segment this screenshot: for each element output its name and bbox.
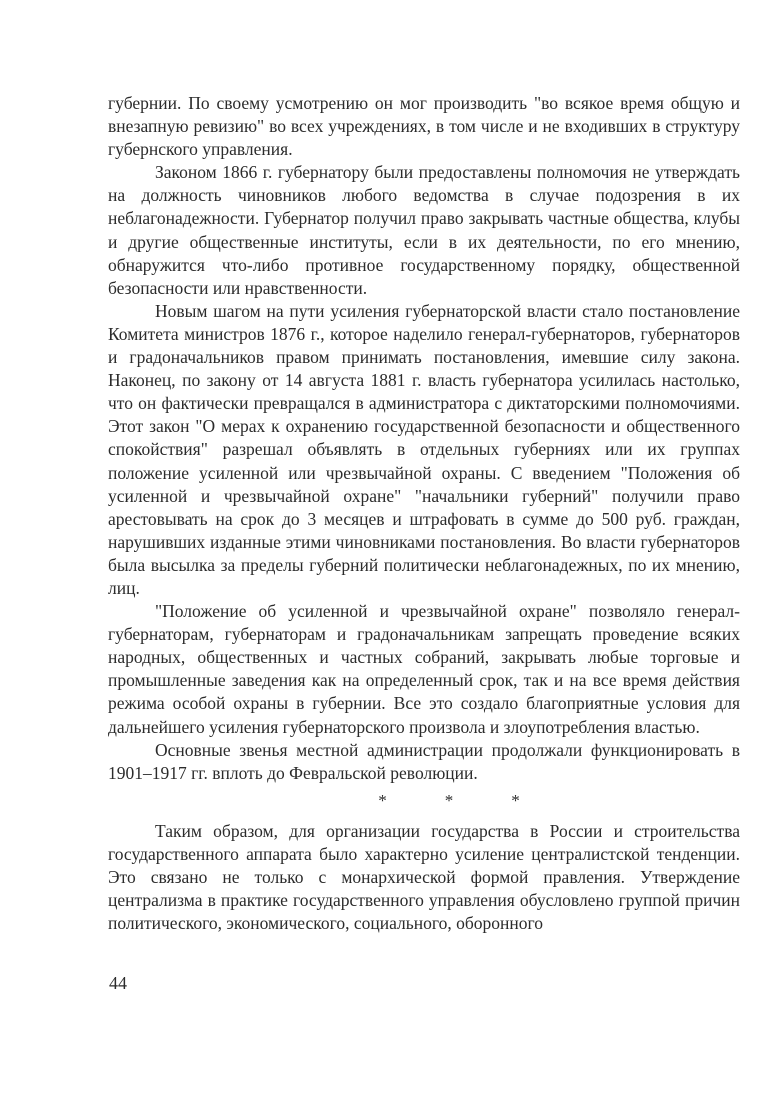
paragraph-continuation: губернии. По своему усмотрению он мог производить "во всякое время общую и внезапную ревизию" во всех учреждениях, в том числе и не входивших в структуру губернского управления. [108, 93, 740, 160]
separator-star: * [444, 790, 454, 810]
section-separator [108, 789, 740, 812]
separator-star: * [378, 790, 387, 810]
paragraph-local-administration: Основные звенья местной администрации продолжали функционировать в 1901–1917 гг. вплоть до Февральской революции. [108, 739, 740, 783]
paragraph-law-1866: Законом 1866 г. губернатору были предоставлены полномочия не утверждать на должность чиновников любого ведомства в случае подозрения в их неблагонадежности. Губернатор получил право закрывать частные общества, клубы и другие общественные институты, если в их деятельности, по его мнению, обнаружится что-либо противное государственному порядку, общественной безопасности или нравственности. [108, 162, 740, 298]
page-number: 44 [109, 973, 127, 993]
paragraph-conclusion: Таким образом, для организации государства в России и строительства государственного аппарата было характерно усиление централистской тенденции. Это связано не только с монархической формой правления. Утверждение централизма в практике государственного управления обусловлено группой причин политического, экономического, социального, оборонного [108, 820, 740, 934]
paragraph-law-1881: Новым шагом на пути усиления губернаторской власти стало постановление Комитета министров 1876 г., которое наделило генерал-губернаторов, губернаторов и градоначальников правом принимать постановления, имевшие силу закона. Наконец, по закону от 14 августа 1881 г. власть губернатора усилилась настолько, что он фактически превращался в администратора с диктаторскими полномочиями. Этот закон "О мерах к охранению государственной безопасности и общественного спокойствия" разрешал объявлять в отдельных губерниях или их группах положение усиленной или чрезвычайной охраны. С введением "Положения об усиленной и чрезвычайной охране" "начальники губерний" получили право арестовывать на срок до 3 месяцев и штрафовать в сумме до 500 руб. граждан, нарушивших изданные этими чиновниками постановления. Во власти губернаторов была высылка за пределы губерний политически неблагонадежных, по их мнению, лиц. [108, 300, 740, 598]
body-text [108, 92, 740, 935]
separator-star: * [511, 790, 520, 810]
paragraph-special-protection: "Положение об усиленной и чрезвычайной охране" позволяло генерал-губернаторам, губернаторам и градоначальникам запрещать проведение всяких народных, общественных и частных собраний, закрывать любые торговые и промышленные заведения как на определенный срок, так и на все время действия режима особой охраны в губернии. Все это создало благоприятные условия для дальнейшего усиления губернаторского произвола и злоупотребления властью. [108, 601, 740, 737]
